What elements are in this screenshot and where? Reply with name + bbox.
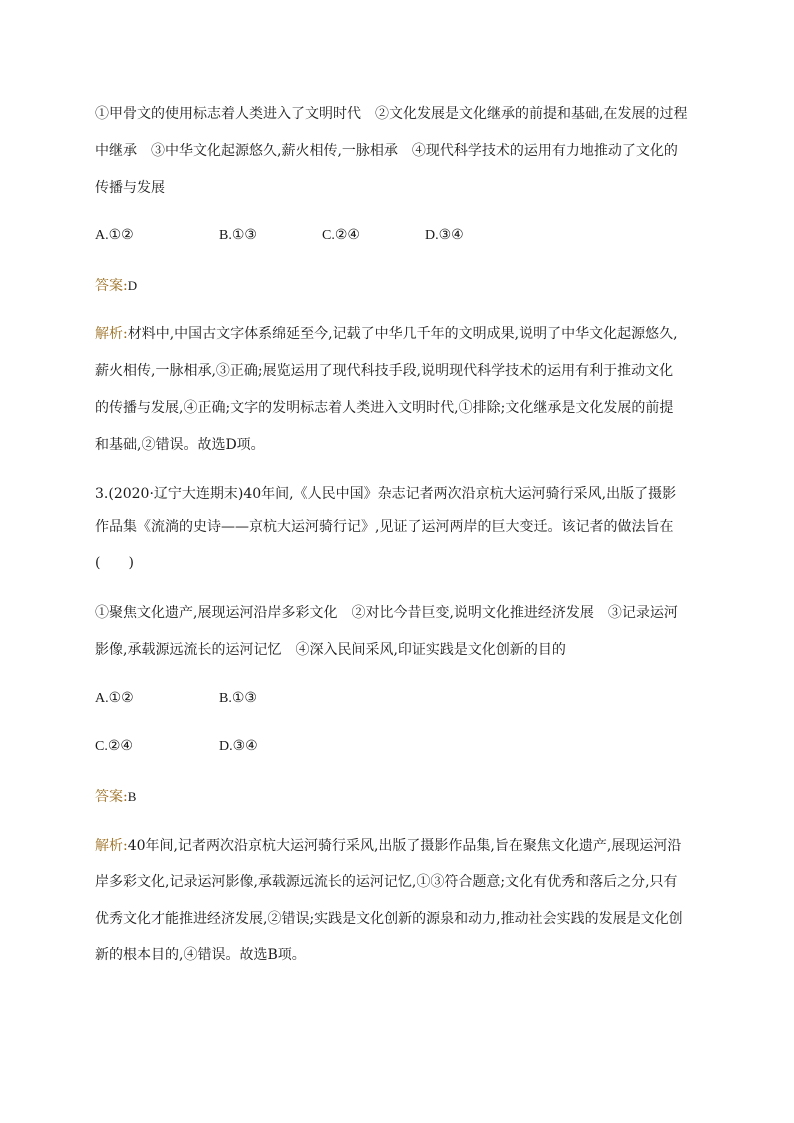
q3-analysis-label: 解析:	[95, 838, 128, 854]
q2-analysis-label: 解析:	[95, 326, 128, 342]
q2-analysis-line-2: 薪火相传,一脉相承,③正确;展览运用了现代科技手段,说明现代科学技术的运用有利于推动文化	[95, 363, 674, 379]
q2-option-b: B.①③	[219, 228, 257, 243]
q3-option-b: B.①③	[219, 691, 257, 706]
q3-answer-label: 答案:	[95, 789, 128, 805]
q2-statement-line-1: ①甲骨文的使用标志着人类进入了文明时代 ②文化发展是文化继承的前提和基础,在发展的过程	[95, 106, 688, 122]
q2-answer-value: D	[127, 278, 138, 293]
q2-option-d: D.③④	[425, 228, 464, 243]
q3-stem-line-2: 作品集《流淌的史诗——京杭大运河骑行记》,见证了运河两岸的巨大变迁。该记者的做法旨在	[95, 519, 674, 535]
q2-analysis-text-1: 材料中,中国古文字体系绵延至今,记载了中华几千年的文明成果,说明了中华文化起源悠久,	[127, 326, 678, 342]
q3-answer	[95, 787, 136, 807]
q3-stem-line-1: 3.(2020·辽宁大连期末)40年间,《人民中国》杂志记者两次沿京杭大运河骑行采风,出版了摄影	[95, 486, 677, 502]
q3-statement-line-2: 影像,承载源远流长的运河记忆 ④深入民间采风,印证实践是文化创新的目的	[95, 642, 566, 658]
q2-analysis-line-4: 和基础,②错误。故选D项。	[95, 437, 265, 453]
q3-analysis-line-1	[95, 836, 681, 856]
q2-option-c: C.②④	[322, 228, 360, 243]
q2-answer-label: 答案:	[95, 278, 128, 294]
q2-analysis-line-3: 的传播与发展,④正确;文字的发明标志着人类进入文明时代,①排除;文化继承是文化发展的前提	[95, 400, 674, 416]
q3-analysis-line-2: 岸多彩文化,记录运河影像,承载源远流长的运河记忆,①③符合题意;文化有优秀和落后之分,只有	[95, 874, 678, 890]
q2-statement-line-3: 传播与发展	[95, 180, 165, 196]
q3-statement-line-1: ①聚焦文化遗产,展现运河沿岸多彩文化 ②对比今昔巨变,说明文化推进经济发展 ③记录运河	[95, 605, 678, 621]
q2-analysis-line-1	[95, 324, 678, 344]
q3-option-d: D.③④	[219, 739, 258, 754]
q3-analysis-line-3: 优秀文化才能推进经济发展,②错误;实践是文化创新的源泉和动力,推动社会实践的发展是文化创	[95, 911, 683, 927]
q3-stem-line-3: ( )	[95, 555, 134, 571]
q3-option-c: C.②④	[95, 739, 133, 754]
q3-analysis-line-4: 新的根本目的,④错误。故选B项。	[95, 947, 306, 963]
q2-answer	[95, 276, 137, 296]
q2-statement-line-2: 中继承 ③中华文化起源悠久,薪火相传,一脉相承 ④现代科学技术的运用有力地推动了文化的	[95, 143, 678, 159]
q3-analysis-text-1: 40年间,记者两次沿京杭大运河骑行采风,出版了摄影作品集,旨在聚焦文化遗产,展现运河沿	[127, 838, 682, 854]
q2-option-a: A.①②	[95, 228, 134, 243]
q3-answer-value: B	[127, 789, 137, 804]
q3-option-a: A.①②	[95, 691, 134, 706]
